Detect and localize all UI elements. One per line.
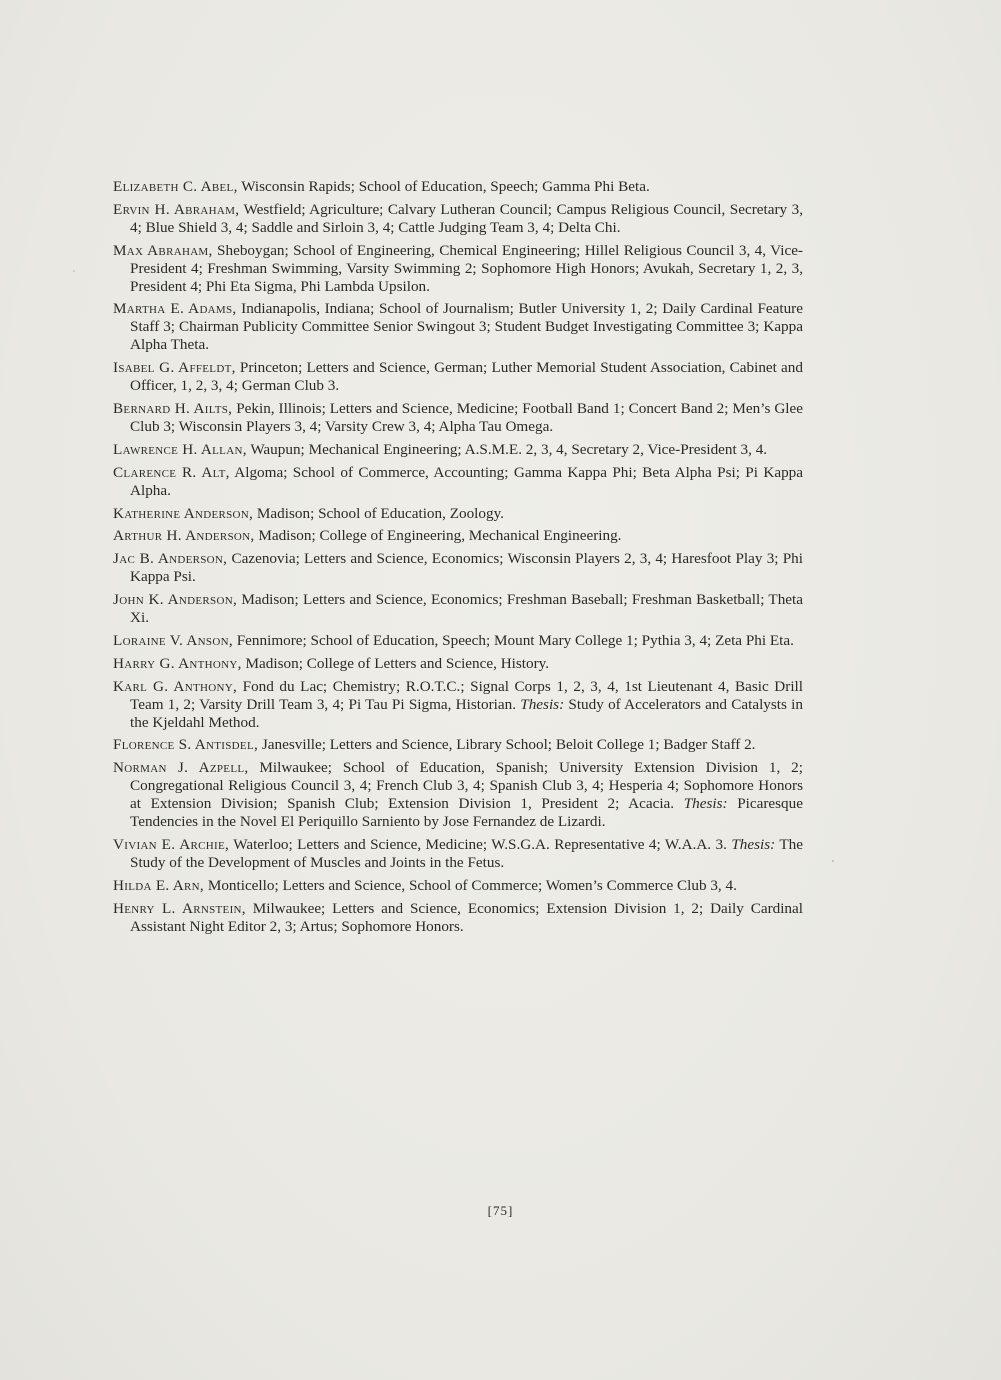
entry-name: Hilda E. Arn,: [113, 876, 205, 894]
entry-name: Martha E. Adams,: [113, 300, 237, 318]
entry: [113, 900, 803, 936]
entry-text: Milwaukee; School of Education, Spanish; University Extension Division 1, 2; Congregational Religious Council 3, 4; French Club 3, 4; Spanish Club 3, 4; Hesperia 4; Sophomore Honors at Extension Division; Spanish Club; Extension Division 1, President 2; Acacia.: [130, 759, 803, 813]
entry-name: Clarence R. Alt,: [113, 463, 230, 481]
entry: [113, 736, 803, 754]
entry: [113, 632, 803, 650]
entry-name: Florence S. Antisdel,: [113, 736, 259, 754]
entry-text: Madison; School of Education, Zoology.: [253, 504, 504, 522]
entry-name: Bernard H. Ailts,: [113, 399, 233, 417]
thesis-text: The Study of the Development of Muscles and Joints in the Fetus.: [130, 836, 803, 871]
entry-name: Henry L. Arnstein,: [113, 899, 246, 917]
paper-speck: [73, 270, 75, 272]
entries-list: [113, 178, 803, 941]
entry-name: Harry G. Anthony,: [113, 654, 242, 672]
page-number: [75]: [487, 1203, 514, 1218]
entry-text: Algoma; School of Commerce, Accounting; Gamma Kappa Phi; Beta Alpha Psi; Pi Kappa Alpha.: [130, 463, 804, 499]
thesis-text: Study of Accelerators and Catalysts in the Kjeldahl Method.: [130, 695, 803, 731]
entry-text: Fond du Lac; Chemistry; R.O.T.C.; Signal Corps 1, 2, 3, 4, 1st Lieutenant 4, Basic Drill Team 1, 2; Varsity Drill Team 3, 4; Pi Tau Pi Sigma, Historian.: [130, 677, 803, 713]
entry-text: Wisconsin Rapids; School of Education, Speech; Gamma Phi Beta.: [237, 178, 650, 195]
entry-text: Madison; College of Letters and Science, History.: [241, 654, 550, 672]
thesis-label: Thesis:: [520, 695, 565, 713]
entry-name: Isabel G. Affeldt,: [113, 359, 236, 377]
entry: [113, 359, 803, 395]
entry-text: Sheboygan; School of Engineering, Chemical Engineering; Hillel Religious Council 3, 4, Vice-President 4; Freshman Swimming, Varsity Swimming 2; Sophomore High Honors; Avukah, Secretary 1, 2, 3, President 4; Phi Eta Sigma, Phi Lambda Upsilon.: [130, 241, 803, 295]
entry-text: Princeton; Letters and Science, German; Luther Memorial Student Association, Cabinet and Officer, 1, 2, 3, 4; German Club 3.: [130, 359, 803, 395]
entry: [113, 591, 803, 627]
thesis-text: Picaresque Tendencies in the Novel El Periquillo Sarniento by Jose Fernandez de Lizardi.: [130, 795, 803, 831]
entry-text: Janesville; Letters and Science, Library School; Beloit College 1; Badger Staff 2.: [258, 736, 756, 754]
entry-text: Pekin, Illinois; Letters and Science, Medicine; Football Band 1; Concert Band 2; Men’s Glee Club 3; Wisconsin Players 3, 4; Varsity Crew 3, 4; Alpha Tau Omega.: [130, 399, 803, 435]
entry: [113, 400, 803, 436]
entry-text: Waupun; Mechanical Engineering; A.S.M.E. 2, 3, 4, Secretary 2, Vice-President 3, 4.: [246, 440, 768, 458]
entry-name: Norman J. Azpell,: [113, 759, 249, 777]
entry: [113, 242, 803, 296]
entry-name: Vivian E. Archie,: [113, 836, 230, 853]
entry-text: Waterloo; Letters and Science, Medicine; W.S.G.A. Representative 4; W.A.A. 3.: [229, 836, 732, 853]
entry-name: Katherine Anderson,: [113, 504, 254, 522]
entry-name: Loraine V. Anson,: [113, 631, 233, 649]
entry-text: Indianapolis, Indiana; School of Journalism; Butler University 1, 2; Daily Cardinal Feature Staff 3; Chairman Publicity Committee Senior Swingout 3; Student Budget Investigating Committee 3; Kappa Alpha Theta.: [130, 300, 803, 354]
entry-name: Max Abraham,: [113, 241, 213, 259]
entry: [113, 550, 803, 586]
entry-text: Monticello; Letters and Science, School of Commerce; Women’s Commerce Club 3, 4.: [204, 876, 737, 894]
entry: [113, 300, 803, 354]
entry: [113, 836, 803, 872]
thesis-label: Thesis:: [683, 795, 728, 813]
entry: [113, 505, 803, 523]
entry-name: Arthur H. Anderson,: [113, 527, 255, 545]
thesis-label: Thesis:: [731, 836, 776, 853]
paper-speck: [832, 860, 834, 862]
entry-name: Karl G. Anthony,: [113, 677, 238, 695]
entry: [113, 441, 803, 459]
entry: [113, 527, 803, 545]
entry: [113, 759, 803, 831]
entry-text: Westfield; Agriculture; Calvary Lutheran Council; Campus Religious Council, Secretary 3, 4; Blue Shield 3, 4; Saddle and Sirloin 3, 4; Cattle Judging Team 3, 4; Delta Chi.: [130, 200, 803, 236]
entry-name: Lawrence H. Allan,: [113, 440, 247, 458]
entry: [113, 877, 803, 895]
entry-text: Madison; College of Engineering, Mechanical Engineering.: [254, 527, 622, 545]
entry-text: Fennimore; School of Education, Speech; Mount Mary College 1; Pythia 3, 4; Zeta Phi Eta.: [232, 631, 794, 649]
entry-text: Milwaukee; Letters and Science, Economics; Extension Division 1, 2; Daily Cardinal Assistant Night Editor 2, 3; Artus; Sophomore Honors.: [130, 899, 803, 935]
entry-name: Jac B. Anderson,: [113, 550, 228, 568]
entry: [113, 464, 803, 500]
entry-name: John K. Anderson,: [113, 591, 238, 609]
entry-text: Madison; Letters and Science, Economics; Freshman Baseball; Freshman Basketball; Theta Xi.: [130, 591, 803, 627]
entry: [113, 178, 803, 196]
entry: [113, 655, 803, 673]
entry-name: Ervin H. Abraham,: [113, 200, 240, 218]
entry: [113, 678, 803, 732]
entry-name: Elizabeth C. Abel,: [113, 178, 238, 195]
entry-text: Cazenovia; Letters and Science, Economics; Wisconsin Players 2, 3, 4; Haresfoot Play 3; Phi Kappa Psi.: [130, 550, 803, 586]
entry: [113, 201, 803, 237]
